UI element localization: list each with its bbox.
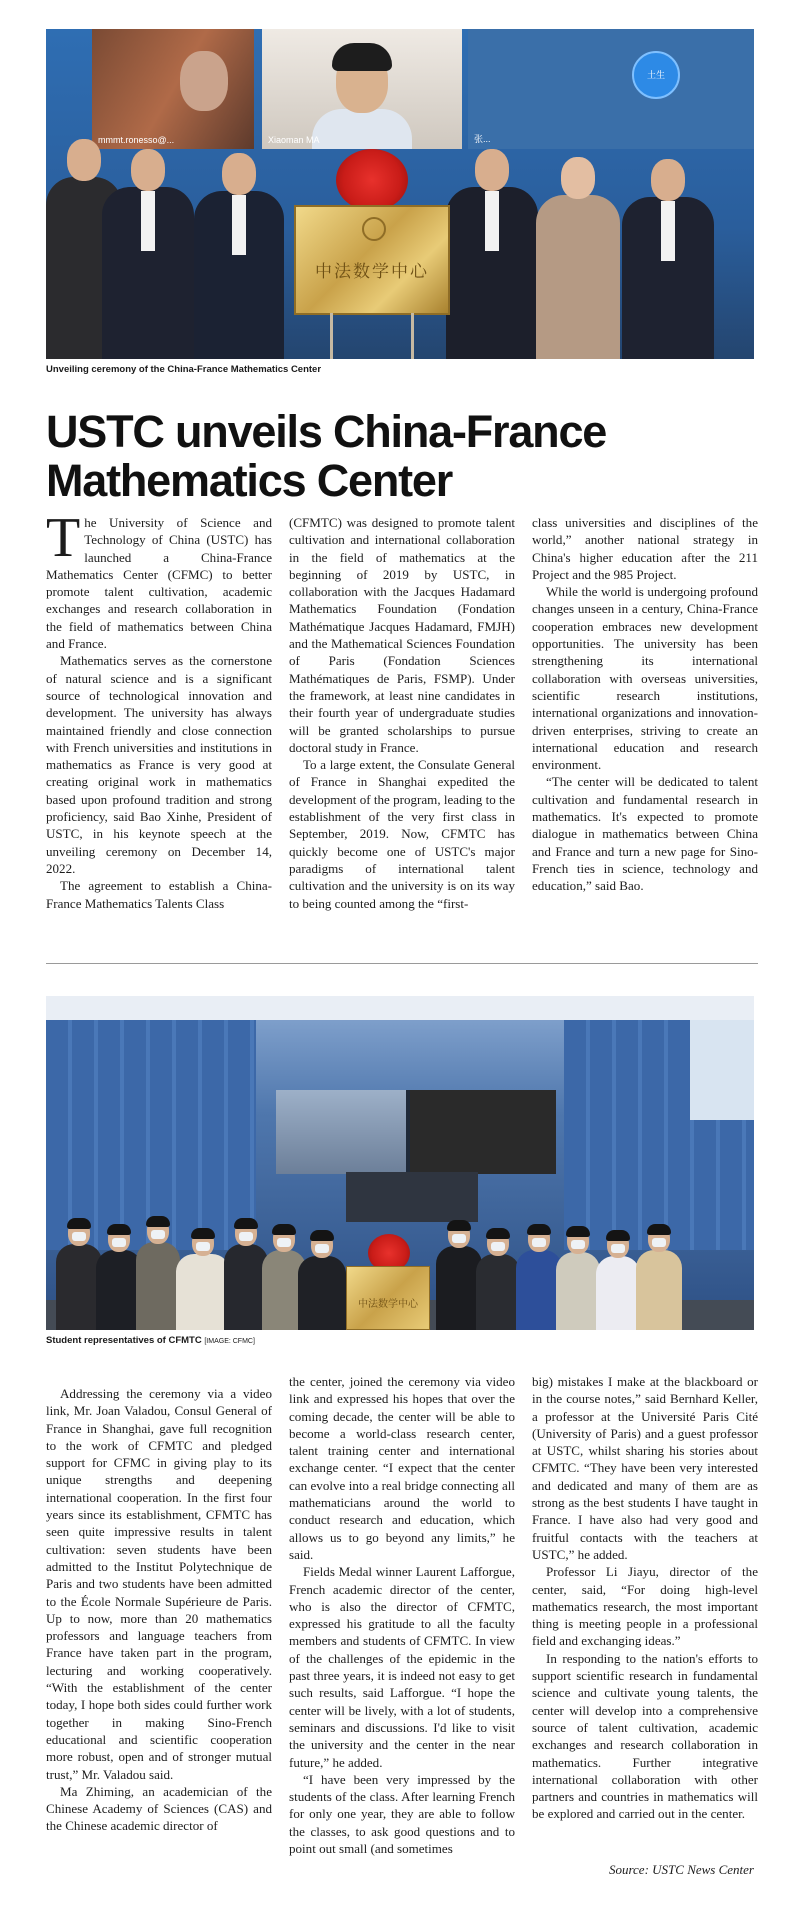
person-figure [536, 157, 620, 359]
red-ribbon-bow [336, 149, 408, 211]
article-column [532, 1373, 758, 1823]
video-screen [92, 29, 254, 149]
paragraph: (CFMTC) was designed to promote talent cultivation and international collaboration in the field of mathematics at the beginning of 2019 by USTC, in collaboration with the Jacques Hadamard Mathematics Foundation (Fondation Mathématique Jacques Hadamard, FMJH) and the Mathematical Sciences Foundation of Paris (Fondation Sciences Mathématiques de Paris, FSMP). Under the framework, at least nine candidates in their fourth year of undergraduate studies will be granted scholarships to pursue doctoral study in France. [289, 515, 515, 755]
paragraph: big) mistakes I make at the blackboard or in the course notes,” said Bernhard Keller, a professor at the Université Paris Cité (University of Paris) and a guest professor at USTC, whilst sharing his stories about CFMTC. “They have been very interested and dedicated and many of them are as strong as the best students I have taught in France. I have also had very good and fruitful contacts with the teachers at USTC,” he added. [532, 1374, 758, 1562]
person-figure [102, 149, 194, 359]
person-figure [446, 149, 538, 359]
paragraph: “I have been very impressed by the students of the class. After learning French for only one year, they are able to follow the classes, to ask good questions and to point out small (and sometimes [289, 1771, 515, 1857]
video-screen [262, 29, 462, 149]
video-screen [276, 1090, 556, 1174]
article-column [46, 507, 272, 912]
paragraph: Addressing the ceremony via a video link, Mr. Joan Valadou, Consul General of France in Shanghai, gave full recognition to the work of CFMTC and pledged support for CFMC in giving play to its unique strengths and deepening international cooperation. In the first four years since its establishment, CFMTC has seen quite impressive results in talent cultivation: seven students have been admitted to the Institut Polytechnique de Paris and two students have been admitted to the École Normale Supérieure de Paris. Up to now, more than 20 mathematics professors and language teachers from France have taken part in the program, lecturing and working cooperatively. “With the establishment of the center today, I hope both sides could further work together in making Sino-French educational and scientific cooperation more robust, open and of stronger mutual trust,” Mr. Valadou said. [46, 1386, 272, 1782]
paragraph: class universities and disciplines of the world,” another national strategy in China's higher education after the 211 Project and the 985 Project. [532, 515, 758, 582]
image-credit: [IMAGE: CFMC] [204, 1338, 255, 1345]
article-columns [46, 507, 758, 914]
unveiling-ceremony-photo [46, 29, 754, 359]
source-credit: Source: USTC News Center [608, 1862, 754, 1877]
paragraph: Fields Medal winner Laurent Lafforgue, French academic director of the center, who is also the director of CFMTC, expressed his gratitude to all the faculty members and students of CFMTC. In view of the challenges of the epidemic in the past three years, it is indeed not easy to get such results, said Lafforgue. “I hope the center will be lively, with a lot of students, seminars and discussions. I'd like to visit the university and the center in the near future,” he added. [289, 1564, 515, 1770]
easel [330, 313, 414, 359]
paragraph: “The center will be dedicated to talent cultivation and fundamental research in mathematics. It's expected to promote dialogue in mathematics between China and France and turn a new page for Sino-French ties in science, technology and education,” said Bao. [532, 774, 758, 894]
section-divider [46, 963, 758, 964]
photo-caption: Student representatives of CFMTC [IMAGE: CFMC] [46, 1335, 255, 1346]
paragraph: the center, joined the ceremony via video link and expressed his hopes that over the coming decade, the center will be able to become a world-class research center, talent training center and international exchange center. “I expect that the center can evolve into a real bridge connecting all mathematicians around the world to conduct research and education, which allows us to go beyond any limits,” he said. [289, 1374, 515, 1562]
paragraph: Professor Li Jiayu, director of the center, said, “For doing high-level mathematics research, the most important thing is meeting people in a professional field and exchanging ideas.” [532, 1564, 758, 1649]
student-representatives-photo [46, 996, 754, 1330]
drop-cap: T [46, 507, 81, 569]
avatar: 土生 [632, 51, 680, 99]
paragraph: While the world is undergoing profound changes unseen in a century, China-France cooperation embraces new development opportunities. The university has been strengthening its international collaboration with overseas universities, scientific research institutions, international organizations and innovation-driven enterprises, striving to create an international education and research environment. [532, 584, 758, 773]
article-columns [46, 1373, 758, 1857]
screen-tag: Xiaoman MA [268, 135, 320, 145]
article-column [532, 514, 758, 895]
paragraph: Ma Zhiming, an academician of the Chinese Academy of Sciences (CAS) and the Chinese academic director of [46, 1783, 272, 1834]
center-plaque: 中法数学中心 [346, 1266, 430, 1330]
screen-tag: mmmt.ronesso@... [98, 135, 175, 145]
center-plaque: 中法数学中心 [294, 205, 450, 315]
paragraph: Mathematics serves as the cornerstone of natural science and is a significant source of technological innovation and development. The university has always maintained friendly and close connection with French universities and institutions in mathematics as France is very good at creating original work in mathematics based upon profound tradition and strong proficiency, said Bao Xinhe, President of USTC, in his keynote speech at the unveiling ceremony on December 14, 2022. [46, 653, 272, 876]
paragraph: The University of Science and Technology of China (USTC) has launched a China-France Mathematics Center (CFMC) to better promote talent cultivation, academic exchanges and research collaboration in the field of mathematics between China and France. [46, 507, 272, 652]
video-screen [468, 29, 754, 149]
paragraph: The agreement to establish a China-France Mathematics Talents Class [46, 878, 272, 911]
article-column [46, 1385, 272, 1835]
person-figure [622, 159, 714, 359]
article-column [289, 514, 515, 912]
article-column [289, 1373, 515, 1857]
emblem-icon [362, 217, 386, 241]
paragraph: In responding to the nation's efforts to support scientific research in fundamental science and cultivate young talents, the center will develop into a comprehensive source of talent cultivation, academic exchanges and research collaboration in mathematics. Further integrative international collaboration with other partners and countries in mathematics will be explored and carried out in the center. [532, 1650, 758, 1822]
paragraph: To a large extent, the Consulate General of France in Shanghai expedited the development of the program, leading to the establishment of the very first class in September, 2019. Now, CFMTC has quickly become one of USTC's major paradigms of international talent cultivation and the university is on its way to being counted among the “first- [289, 757, 515, 911]
photo-caption: Unveiling ceremony of the China-France Mathematics Center [46, 364, 322, 375]
person-figure [194, 153, 284, 359]
headline: USTC unveils China-France Mathematics Center [46, 406, 607, 506]
screen-tag: 张... [474, 134, 491, 144]
